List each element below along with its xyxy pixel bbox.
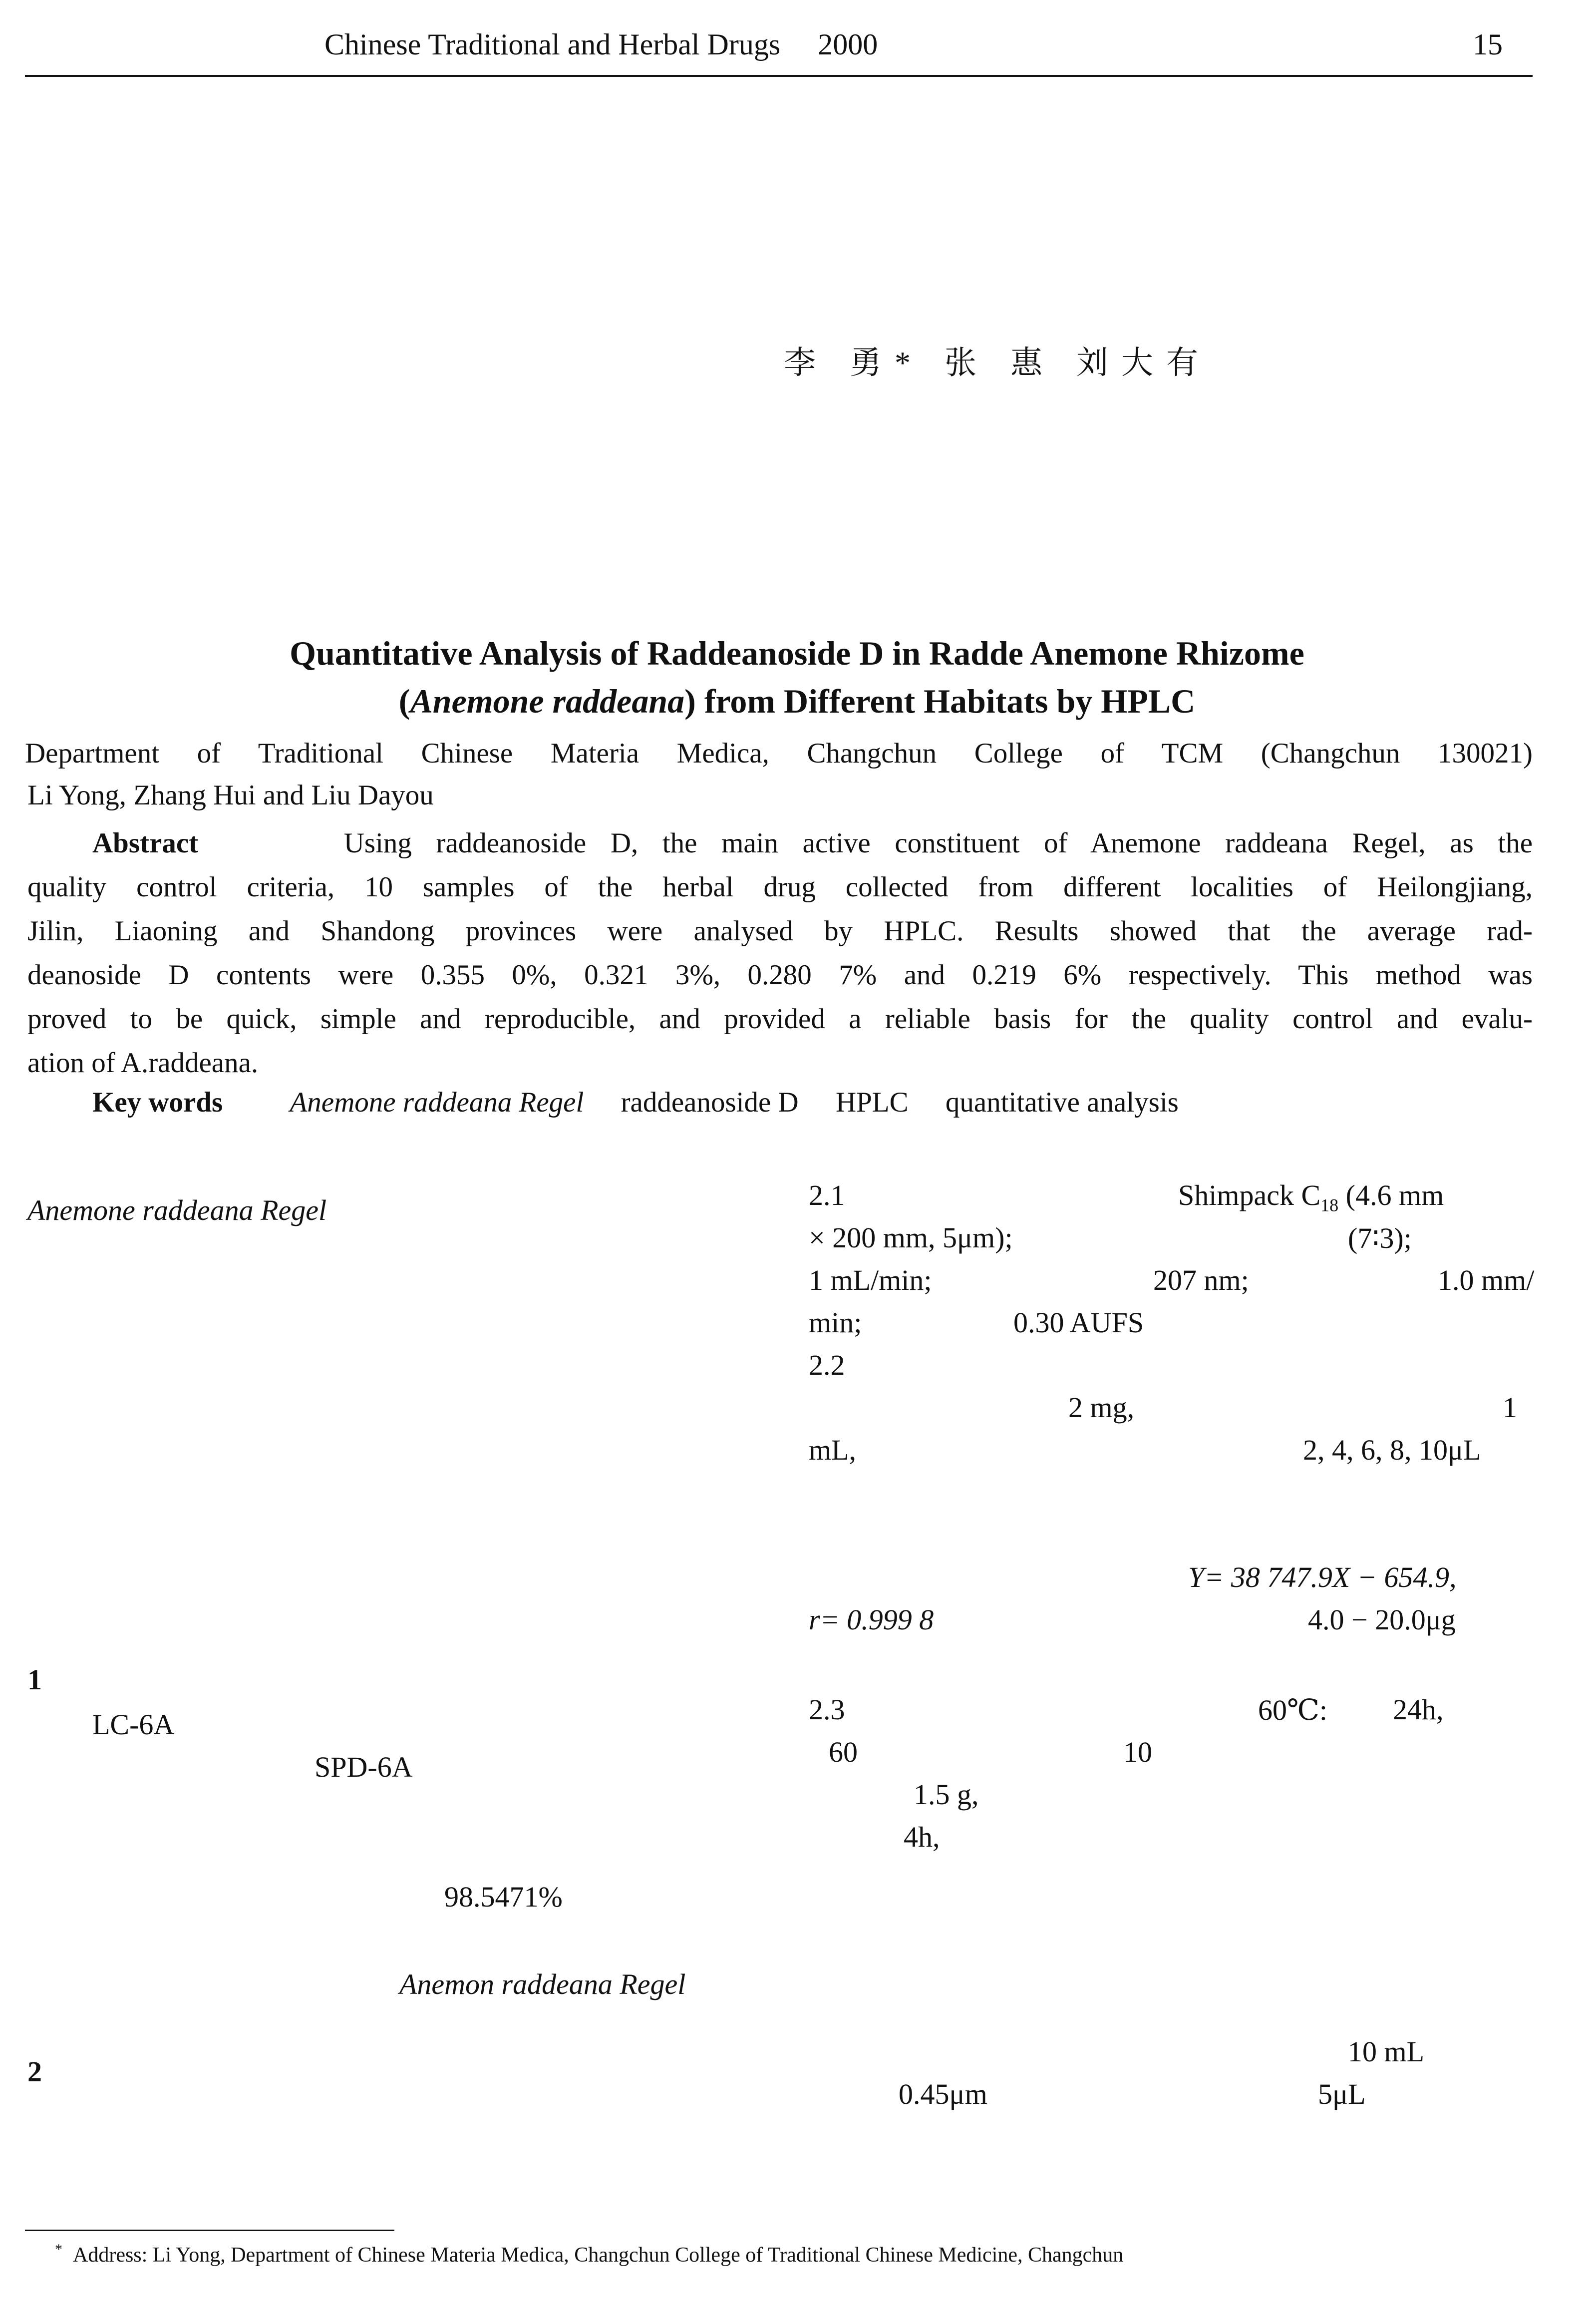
right-flow-rate: 1 mL/min;	[809, 1264, 932, 1296]
column-subscript: 18	[1320, 1195, 1339, 1215]
right-column-dims-2: × 200 mm, 5μm);	[809, 1221, 1013, 1254]
english-title-line-2: (Anemone raddeana) from Different Habitats by HPLC	[398, 682, 1196, 720]
keyword-3: HPLC	[835, 1087, 909, 1118]
right-final-volume: 10 mL	[1348, 2035, 1425, 2068]
keyword-2: raddeanoside D	[621, 1087, 799, 1118]
regression-equation: Y= 38 747.9X − 654.9,	[1188, 1561, 1457, 1593]
english-affiliation: Department of Traditional Chinese Materia Medica, Changchun College of TCM (Changchun 130021)	[25, 738, 1533, 769]
right-volume: 1	[1503, 1391, 1517, 1424]
english-title	[50, 629, 1544, 725]
abstract	[27, 821, 1533, 1085]
abstract-text-1: Using raddeanoside D, the main active constituent of Anemone raddeana Regel, as the	[343, 827, 1533, 859]
page-number: 15	[1473, 28, 1503, 61]
right-sensitivity: 0.30 AUFS	[1013, 1306, 1144, 1339]
right-temperature: 60℃:	[1258, 1694, 1327, 1726]
left-result-value: 98.5471%	[444, 1881, 563, 1913]
abstract-label: Abstract	[92, 827, 199, 859]
column-name: Shimpack C	[1178, 1179, 1321, 1211]
right-mobile-ratio: (7∶3);	[1348, 1222, 1412, 1254]
abstract-line-5: proved to be quick, simple and reproducible, and provided a reliable basis for the quality control and evalu-	[27, 1003, 1533, 1035]
abstract-line-4: deanoside D contents were 0.355 0%, 0.321 3%, 0.280 7% and 0.219 6% respectively. This method was	[27, 959, 1533, 991]
header-rule	[25, 75, 1533, 77]
left-section-1-heading	[27, 1663, 42, 1696]
section-1-number: 1	[27, 1663, 42, 1696]
left-section-2-heading	[27, 2055, 42, 2088]
abstract-line-6: ation of A.raddeana.	[27, 1047, 259, 1079]
right-chart-speed: 1.0 mm/	[1438, 1264, 1535, 1296]
english-title-species: Anemone raddeana	[410, 682, 685, 720]
right-filter: 0.45μm	[899, 2078, 987, 2110]
english-authors: Li Yong, Zhang Hui and Liu Dayou	[27, 779, 434, 811]
right-wavelength: 207 nm;	[1153, 1264, 1249, 1296]
right-sensitivity-prefix: min;	[809, 1306, 862, 1339]
right-s2-1: 2.1	[809, 1179, 845, 1211]
left-species-name: Anemone raddeana Regel	[27, 1194, 327, 1226]
keywords-label: Key words	[92, 1087, 223, 1118]
right-linear-range: 4.0 − 20.0μg	[1308, 1603, 1456, 1636]
journal-year: 2000	[818, 28, 878, 61]
running-header	[25, 22, 1533, 82]
footnote-address-text: Address: Li Yong, Department of Chinese Materia Medica, Changchun College of Traditional Chinese Medicine, Changchun	[73, 2244, 1124, 2267]
keywords	[92, 1086, 1209, 1119]
footnote-address: * Address: Li Yong, Department of Chinese Materia Medica, Changchun College of Traditional Chinese Medicine, Changchun	[55, 2241, 1124, 2267]
right-s2-2: 2.2	[809, 1349, 845, 1381]
journal-name: Chinese Traditional and Herbal Drugs	[324, 28, 781, 61]
abstract-line-2: quality control criteria, 10 samples of the herbal drug collected from different localities of Heilongjiang,	[27, 871, 1533, 903]
right-dry-temp: 60	[829, 1736, 858, 1768]
right-correlation	[809, 1603, 934, 1636]
right-std-mass: 2 mg,	[1068, 1391, 1135, 1424]
footnote-rule	[25, 2230, 394, 2231]
right-sample-mass: 1.5 g,	[914, 1778, 979, 1811]
keyword-1: Anemone raddeana Regel	[290, 1087, 584, 1118]
left-detector: SPD-6A	[315, 1751, 413, 1783]
chinese-author-names: 李 勇* 张 惠 刘大有	[784, 345, 1211, 381]
right-sample-count: 10	[1123, 1736, 1152, 1768]
english-title-line-1: Quantitative Analysis of Raddeanoside D in Radde Anemone Rhizome	[290, 634, 1304, 672]
right-injection-volumes: 2, 4, 6, 8, 10μL	[1303, 1434, 1481, 1466]
english-title-rest: from Different Habitats by HPLC	[704, 682, 1196, 720]
right-regression	[1188, 1560, 1456, 1594]
left-species-name-2: Anemon raddeana Regel	[399, 1968, 686, 2000]
right-injection: 5μL	[1318, 2078, 1366, 2110]
keyword-4: quantitative analysis	[945, 1087, 1179, 1118]
correlation-coefficient: r= 0.999 8	[809, 1603, 934, 1636]
right-column-name	[1178, 1178, 1444, 1216]
section-2-number: 2	[27, 2055, 42, 2088]
running-header-journal	[324, 27, 878, 62]
right-s2-3: 2.3	[809, 1693, 845, 1726]
left-species-line-2	[399, 1967, 685, 2001]
left-species-line	[27, 1193, 326, 1227]
left-instrument-model: LC-6A	[92, 1708, 175, 1741]
right-volume-line: mL,	[809, 1434, 857, 1466]
abstract-line-1	[27, 821, 1533, 865]
column-dims: (4.6 mm	[1345, 1179, 1444, 1211]
abstract-line-3: Jilin, Liaoning and Shandong provinces were analysed by HPLC. Results showed that the average rad-	[27, 915, 1533, 947]
right-extraction-time: 4h,	[904, 1821, 940, 1853]
right-hours: 24h,	[1393, 1693, 1444, 1726]
